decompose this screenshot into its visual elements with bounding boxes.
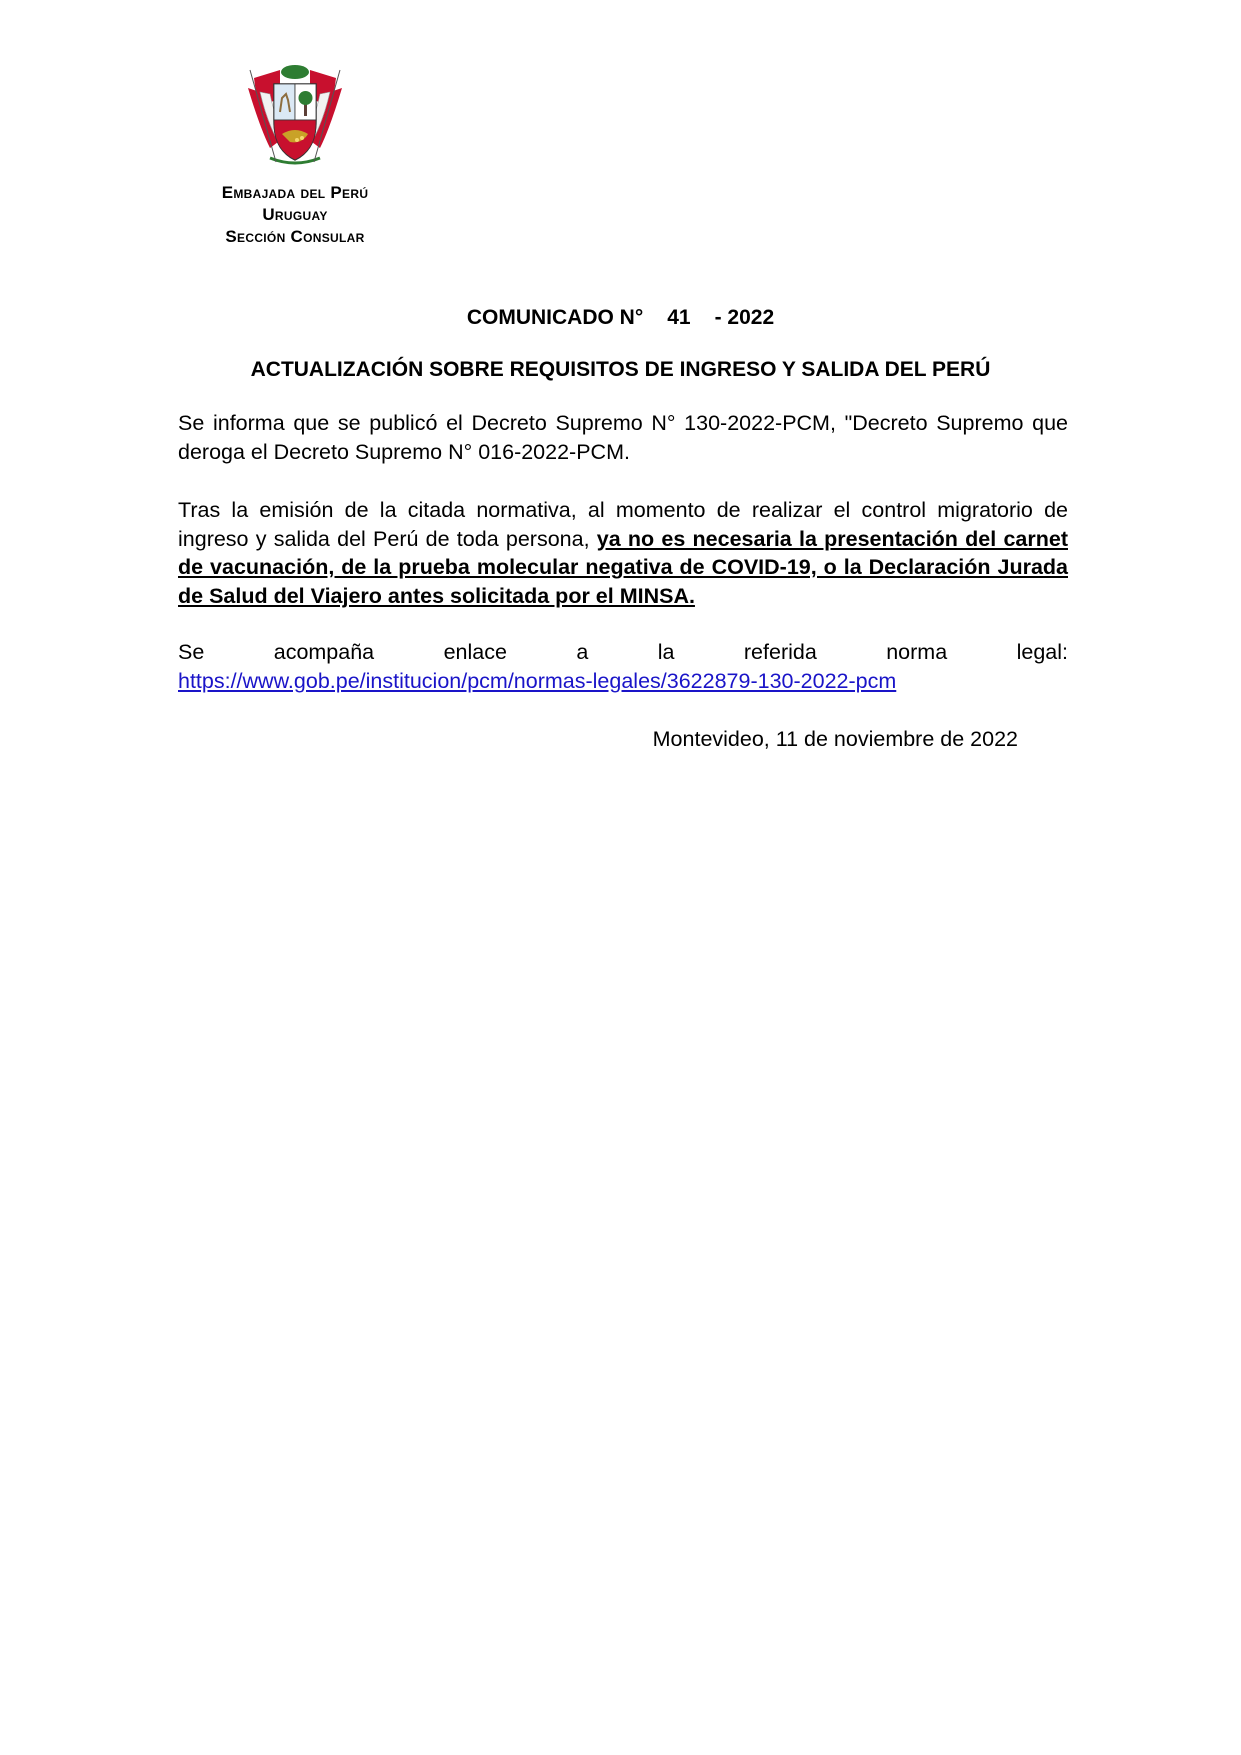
embassy-country: Uruguay [262,205,328,224]
communique-number: 41 [667,306,691,329]
link-intro-word: a [576,640,589,664]
peru-coat-of-arms-icon [240,58,350,172]
communique-subtitle: ACTUALIZACIÓN SOBRE REQUISITOS DE INGRESO Y SALIDA DEL PERÚ [250,358,991,381]
link-intro-word: enlace [443,640,507,664]
link-intro [178,638,1068,667]
communique-title [0,305,1241,331]
date-line: Montevideo, 11 de noviembre de 2022 [652,727,1018,751]
embassy-section: Sección Consular [225,227,365,246]
link-intro-word: acompaña [273,640,375,664]
link-intro-word: referida [743,640,817,664]
link-intro-word: Se [178,640,205,664]
paragraph-requirements [178,496,1068,610]
communique-year: - 2022 [714,306,775,329]
paragraph-requirements-emphasis: ya no es necesaria la presentación del carnet de vacunación, de la prueba molecular negativa de COVID-19, o la Declaración Jurada de Salud del Viajero antes solicitada por el MINSA. [178,526,1068,608]
link-intro-word: la [657,640,675,664]
legal-norm-link[interactable]: https://www.gob.pe/institucion/pcm/normas-legales/3622879-130-2022-pcm [178,668,897,693]
embassy-name: Embajada del Perú [221,183,369,202]
communique-label: COMUNICADO N° [466,306,644,329]
paragraph-link [178,638,1068,695]
link-intro-word: norma [886,640,948,664]
letterhead [170,58,420,248]
paragraph-requirements-lead: Tras la emisión de la citada normativa, al momento de realizar el control migratorio de ingreso y salida del Perú de toda persona, [178,498,1068,551]
link-intro-word: legal: [1016,640,1068,664]
paragraph-decree: Se informa que se publicó el Decreto Supremo N° 130-2022-PCM, "Decreto Supremo que deroga el Decreto Supremo N° 016-2022-PCM. [178,411,1068,464]
